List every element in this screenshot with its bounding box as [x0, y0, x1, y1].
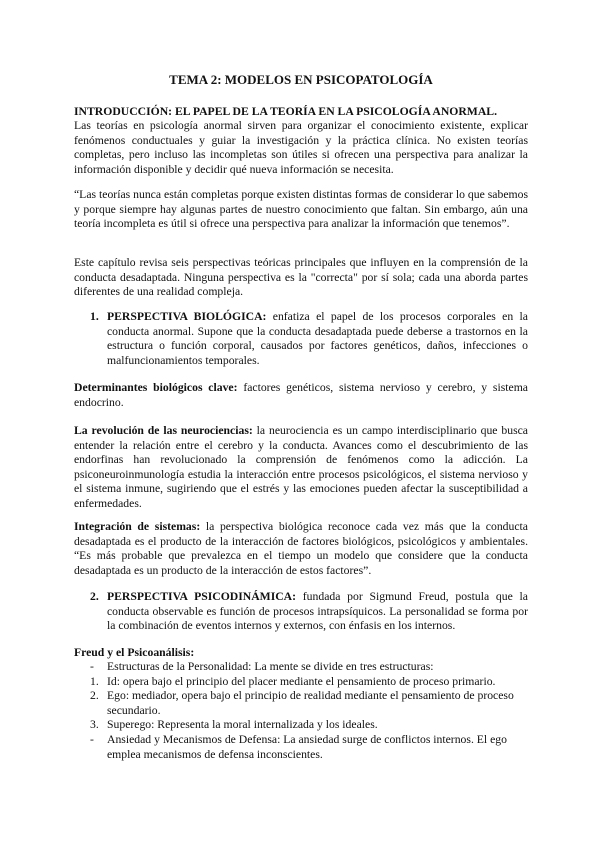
list-item	[90, 733, 528, 762]
neurociencias-paragraph	[74, 424, 528, 512]
list-item	[90, 675, 528, 690]
list-marker: -	[90, 660, 94, 673]
list-marker: 2.	[90, 689, 99, 703]
freud-heading: Freud y el Psicoanálisis:	[74, 646, 195, 659]
determinantes-label: Determinantes biológicos clave:	[74, 381, 238, 394]
section-title: PERSPECTIVA BIOLÓGICA:	[107, 310, 267, 323]
section-biologica	[90, 310, 528, 368]
list-marker: -	[90, 732, 94, 746]
section-number: 1.	[90, 310, 99, 323]
intro-heading: INTRODUCCIÓN: EL PAPEL DE LA TEORÍA EN LA PSICOLOGÍA ANORMAL.	[74, 105, 497, 118]
determinantes-paragraph	[74, 381, 528, 410]
intro-overview-paragraph: Este capítulo revisa seis perspectivas teóricas principales que influyen en la comprensión de la conducta desadaptada. Ninguna perspectiva es la "correcta" por sí sola; cada una aborda partes diferentes de una realidad compleja.	[74, 256, 528, 299]
section-psicodinamica	[90, 590, 528, 634]
section-title: PERSPECTIVA PSICODINÁMICA:	[107, 590, 297, 603]
neurociencias-label: La revolución de las neurociencias:	[74, 424, 253, 437]
list-marker: 1.	[90, 674, 99, 688]
intro-quote: “Las teorías nunca están completas porque existen distintas formas de considerar lo que sabemos y porque siempre hay algunas partes de nuestro conocimiento que faltan. Sin embargo, aún una teoría incompleta es útil si ofrece una perspectiva para analizar la información que tenemos”.	[74, 188, 528, 231]
integracion-text: la perspectiva biológica reconoce cada vez más que la conducta desadaptada es el producto de la interacción de factores biológicos, psicológicos y ambientales. “Es más probable que prevalezca en el tiempo un modelo que considere que la conducta desadaptada es un producto de la interacción de estos factores”.	[74, 520, 528, 577]
list-item	[90, 689, 528, 718]
list-text: Superego: Representa la moral internalizada y los ideales.	[107, 718, 378, 732]
freud-list	[90, 660, 528, 762]
section-body	[107, 590, 528, 634]
section-text: fundada por Sigmund Freud, postula que la conducta observable es función de procesos intrapsíquicos. La personalidad se forma por la combinación de eventos internos y externos, con énfasis en los internos.	[107, 590, 528, 633]
integracion-paragraph	[74, 520, 528, 578]
section-body	[107, 310, 528, 368]
list-text: Ego: mediador, opera bajo el principio de realidad mediante el pensamiento de proceso secundario.	[107, 689, 514, 717]
page-title: TEMA 2: MODELOS EN PSICOPATOLOGÍA	[169, 72, 433, 87]
neurociencias-text: la neurociencia es un campo interdisciplinario que busca entender la relación entre el cerebro y la conducta. Avances como el descubrimiento de las endorfinas han revolucionado la comprensión de fenómenos como la adicción. La psiconeuroinmunología estudia la interacción entre procesos psicológicos, el sistema nervioso y el sistema inmune, sugiriendo que el estrés y las emociones pueden afectar la susceptibilidad a enfermedades.	[74, 424, 528, 510]
intro-paragraph: Las teorías en psicología anormal sirven para organizar el conocimiento existente, explicar fenómenos conductuales y guiar la investigación y la práctica clínica. No existen teorías completas, pero incluso las incompletas son útiles si ofrecen una perspectiva para analizar la información disponible y decidir qué nueva información se necesita.	[74, 119, 528, 176]
list-marker: 3.	[90, 718, 99, 732]
list-item	[90, 660, 528, 675]
section-text: enfatiza el papel de los procesos corporales en la conducta anormal. Supone que la conducta desadaptada puede deberse a trastornos en la estructura o función corporal, causados por factores genéticos, daños, infecciones o malfuncionamientos temporales.	[107, 310, 528, 367]
integracion-label: Integración de sistemas:	[74, 520, 201, 533]
section-number: 2.	[90, 590, 99, 603]
determinantes-text: factores genéticos, sistema nervioso y cerebro, y sistema endocrino.	[74, 381, 528, 409]
list-text: Id: opera bajo el principio del placer mediante el pensamiento de proceso primario.	[107, 674, 496, 688]
list-item	[90, 718, 528, 733]
list-text: Estructuras de la Personalidad: La mente se divide en tres estructuras:	[107, 660, 434, 673]
list-text: Ansiedad y Mecanismos de Defensa: La ansiedad surge de conflictos internos. El ego emplea mecanismos de defensa inconscientes.	[107, 732, 507, 761]
